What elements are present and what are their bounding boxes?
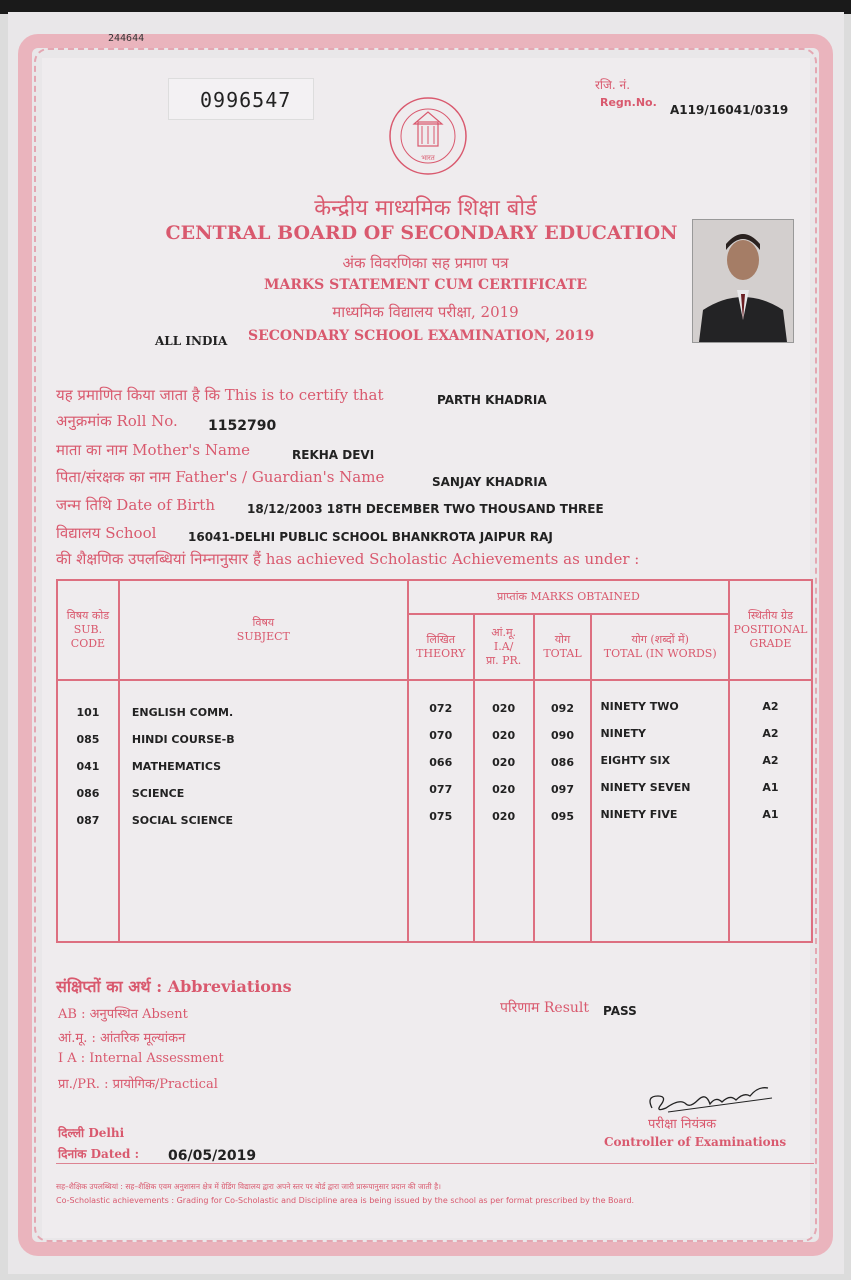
achieved-label: की शैक्षणिक उपलब्धियां निम्नानुसार हैं has achieved Scholastic Achievements as under : [56,550,640,568]
exam-title-en: SECONDARY SCHOOL EXAMINATION, 2019 [248,328,595,344]
total-in-words: NINETY [600,727,646,740]
positional-grade: A1 [762,781,779,794]
positional-grade: A2 [762,754,779,767]
grade-cell [729,680,812,942]
subjects-cell [119,680,408,942]
theory-marks: 072 [429,702,453,715]
marks-table [56,579,813,943]
positional-grade: A1 [762,808,779,821]
subject-code: 041 [76,760,100,773]
co-scholastic-note-en: Co-Scholastic achievements : Grading for Co-Scholastic and Discipline area is being issued by the school as per format prescribed by the Board. [56,1196,635,1205]
exam-title-hi: माध्यमिक विद्यालय परीक्षा, 2019 [332,303,519,321]
result-value: PASS [603,1004,637,1018]
codes-cell [57,680,119,942]
ia-cell [474,680,534,942]
board-title-en: CENTRAL BOARD OF SECONDARY EDUCATION [165,222,678,244]
marks-obtained-header: प्राप्तांक MARKS OBTAINED [408,580,729,614]
roll-label: अनुक्रमांक Roll No. [56,412,178,430]
regn-label-en: Regn.No. [600,96,657,109]
subject-name: SCIENCE [131,787,185,800]
dob-label: जन्म तिथि Date of Birth [56,496,215,514]
subject-code: 085 [76,733,100,746]
serial-number: 0996547 [200,88,292,112]
total-marks: 095 [551,810,574,823]
words-cell [591,680,729,942]
positional-grade: A2 [762,700,779,713]
father-name: SANJAY KHADRIA [432,475,548,489]
total-in-words: NINETY SEVEN [600,781,691,794]
regn-number: A119/16041/0319 [670,103,789,117]
subject-name: MATHEMATICS [131,760,222,773]
theory-cell [408,680,474,942]
mother-label: माता का नाम Mother's Name [56,441,251,459]
total-cell [534,680,592,942]
subject-code: 101 [76,706,100,719]
subject-name: ENGLISH COMM. [131,706,234,719]
col-grade-header: स्थितीय ग्रेड POSITIONAL GRADE [729,580,812,680]
subject-code: 087 [76,814,100,827]
controller-title-en: Controller of Examinations [604,1135,787,1149]
total-in-words: NINETY FIVE [600,808,678,821]
total-in-words: EIGHTY SIX [600,754,671,767]
col-theory-header: लिखित THEORY [408,614,474,680]
total-marks: 090 [551,729,574,742]
cbse-emblem-icon [374,94,482,178]
abbr-absent: AB : अनुपस्थित Absent [58,1007,188,1022]
ia-marks: 020 [492,729,516,742]
roll-number: 1152790 [208,418,277,434]
total-in-words: NINETY TWO [600,700,679,713]
col-ia-header: आं.मू. I.A/ प्रा. PR. [474,614,534,680]
date-of-birth: 18/12/2003 18TH DECEMBER TWO THOUSAND THREE [247,502,604,516]
theory-marks: 075 [429,810,453,823]
regn-label-hi: रजि. नं. [595,78,631,92]
certify-label: यह प्रमाणित किया जाता है कि This is to certify that [56,386,384,404]
place-label: दिल्ली Delhi [58,1126,125,1140]
mother-name: REKHA DEVI [292,448,375,462]
school-name: 16041-DELHI PUBLIC SCHOOL BHANKROTA JAIPUR RAJ [188,530,553,544]
subject-name: SOCIAL SCIENCE [131,814,234,827]
ia-marks: 020 [492,783,516,796]
abbr-internal-hi: आं.मू. : आंतरिक मूल्यांकन [58,1031,186,1046]
theory-marks: 066 [429,756,453,769]
abbreviations-title: संक्षिप्तों का अर्थ : Abbreviations [56,977,292,996]
total-marks: 092 [551,702,574,715]
col-total-header: योग TOTAL [534,614,592,680]
issue-date: 06/05/2019 [168,1148,257,1164]
serial-top: 244644 [108,33,145,44]
result-label: परिणाम Result [500,1000,590,1016]
father-label: पिता/संरक्षक का नाम Father's / Guardian's Name [56,468,385,486]
doc-title-en: MARKS STATEMENT CUM CERTIFICATE [263,277,588,293]
controller-title-hi: परीक्षा नियंत्रक [648,1117,717,1132]
footer-divider [56,1163,814,1164]
total-marks: 086 [551,756,574,769]
positional-grade: A2 [762,727,779,740]
ia-marks: 020 [492,810,516,823]
school-label: विद्यालय School [56,524,157,542]
col-subject-header: विषय SUBJECT [119,580,408,680]
subject-code: 086 [76,787,100,800]
scope-label: ALL INDIA [155,334,228,348]
total-marks: 097 [551,783,574,796]
student-name: PARTH KHADRIA [437,393,547,407]
dated-label: दिनांक Dated : [58,1147,139,1161]
doc-title-hi: अंक विवरणिका सह प्रमाण पत्र [342,254,509,272]
theory-marks: 077 [429,783,453,796]
co-scholastic-note-hi: सह–शैक्षिक उपलब्धियां : सह–शैक्षिक एवम अनुशासन क्षेत्र में ग्रेडिंग विद्यालय द्वारा अपने स्तर पर बोर्ड द्वारा जारी प्रारूपानुसार प्रदान की जाती है। [56,1182,441,1191]
abbr-internal-en: I A : Internal Assessment [58,1051,224,1066]
ia-marks: 020 [492,702,516,715]
subject-name: HINDI COURSE-B [131,733,235,746]
abbr-practical: प्रा./PR. : प्रायोगिक/Practical [58,1077,218,1092]
board-title-hi: केन्द्रीय माध्यमिक शिक्षा बोर्ड [314,196,537,221]
emblem-country: भारत [421,154,435,162]
student-photo [692,219,794,343]
ia-marks: 020 [492,756,516,769]
col-code-header: विषय कोड SUB. CODE [57,580,119,680]
theory-marks: 070 [429,729,453,742]
col-words-header: योग (शब्दों में) TOTAL (IN WORDS) [591,614,729,680]
